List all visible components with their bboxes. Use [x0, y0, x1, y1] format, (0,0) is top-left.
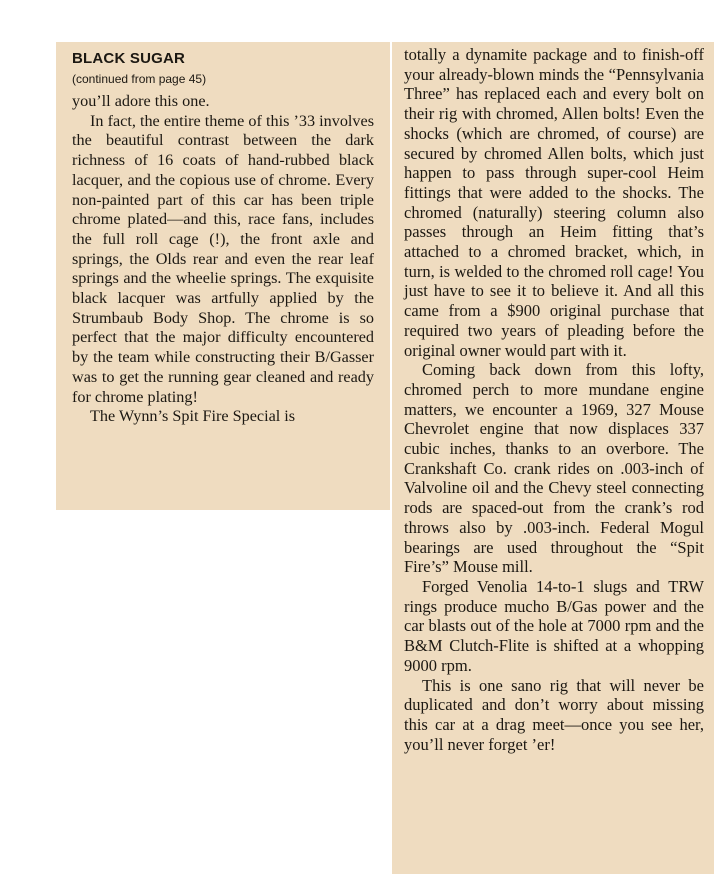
- left-paragraph-2: In fact, the entire theme of this ’33 involves the beautiful contrast between the dark richness of 16 coats of hand-rubbed black lacquer, and the copious use of chrome. Every non-painted part of this car has been triple chrome plated—and this, race fans, includes the full roll cage (!), the front axle and springs, the Olds rear and even the rear leaf springs and the wheelie springs. The exquisite black lacquer was artfully applied by the Strumbaub Body Shop. The chrome is so perfect that the major difficulty encountered by the team while constructing their B/Gasser was to get the running gear cleaned and ready for chrome plating!: [72, 111, 374, 406]
- left-column-clipping: [56, 42, 390, 510]
- article-headline: BLACK SUGAR: [72, 50, 186, 67]
- right-paragraph-4: This is one sano rig that will never be duplicated and don’t worry about missing this car at a drag meet—once you see her, you’ll never forget ’er!: [404, 675, 704, 754]
- right-column-clipping: [392, 42, 714, 874]
- right-paragraph-3: Forged Venolia 14-to-1 slugs and TRW rings produce mucho B/Gas power and the car blasts out of the hole at 7000 rpm and the B&M Clutch-Flite is shifted at a whopping 9000 rpm.: [404, 576, 704, 675]
- left-paragraph-1: you’ll adore this one.: [72, 92, 210, 110]
- right-paragraph-1: totally a dynamite package and to finish-off your already-blown minds the “Pennsylvania Three” has replaced each and every bolt on their rig with chromed, Allen bolts! Even the shocks (which are chromed, of course) are secured by chromed Allen bolts, which just happen to pass through super-cool Heim fittings that were added to the shocks. The chromed (naturally) steering column also passes through an Heim fitting that’s attached to a chromed bracket, which, in turn, is welded to the chromed roll cage! You just have to see it to believe it. And all this came from a $900 original purchase that required two years of pleading before the original owner would part with it.: [404, 45, 704, 360]
- left-paragraph-3: The Wynn’s Spit Fire Special is: [90, 407, 296, 426]
- continued-note: (continued from page 45): [72, 72, 207, 86]
- right-paragraph-2: Coming back down from this lofty, chromed perch to more mundane engine matters, we encounter a 1969, 327 Mouse Chevrolet engine that now displaces 337 cubic inches, thanks to an overbore. The Crankshaft Co. crank rides on .003-inch of Valvoline oil and the Chevy steel connecting rods are spaced-out from the crank’s rod throws also by .003-inch. Federal Mogul bearings are used throughout the “Spit Fire’s” Mouse mill.: [404, 360, 704, 577]
